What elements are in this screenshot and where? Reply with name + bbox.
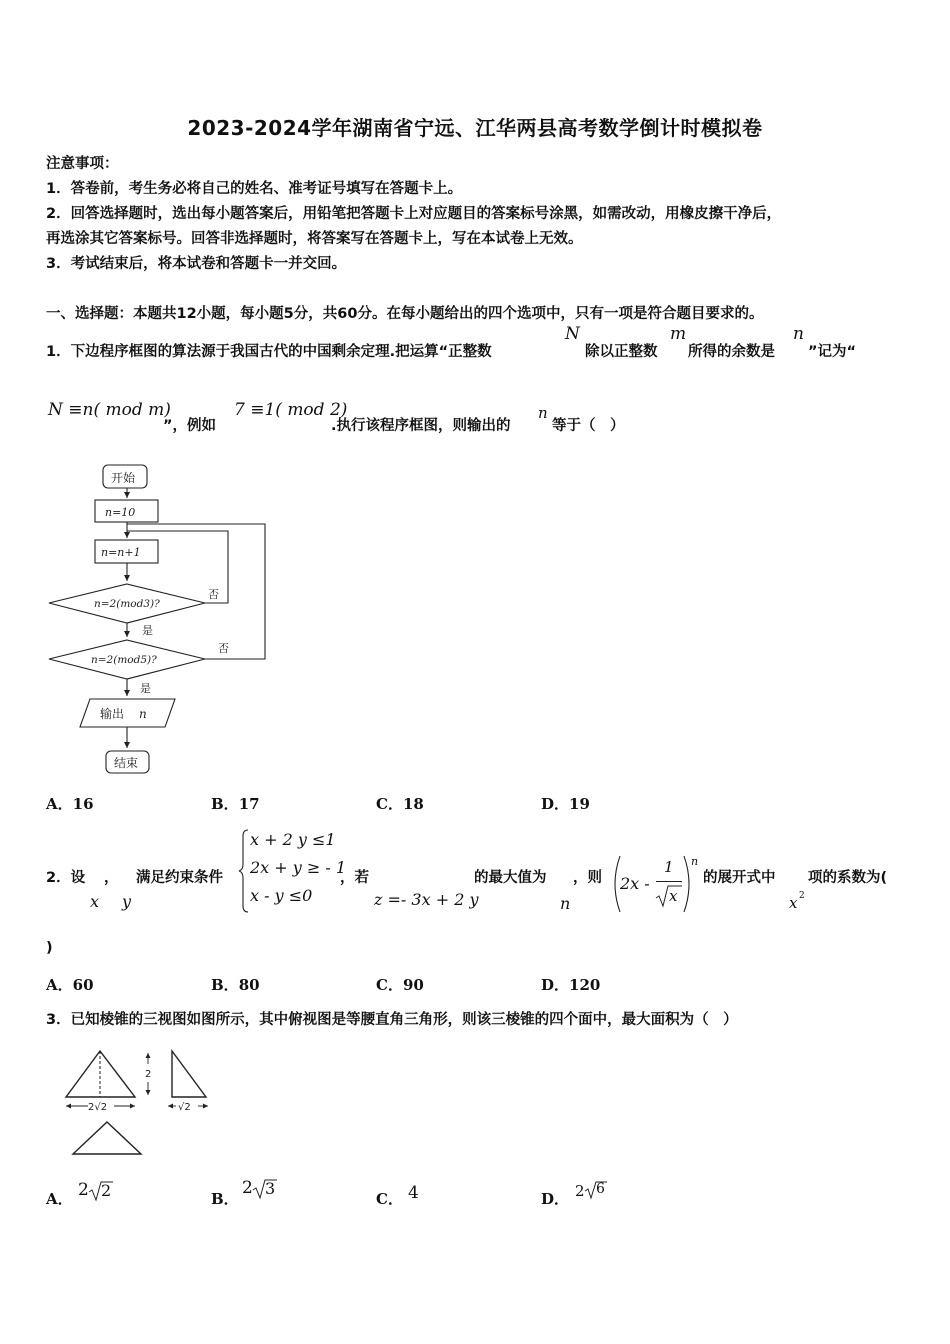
- option-value: 18: [402, 795, 424, 813]
- q2-constraint-2: 2x + y ≥ - 1: [250, 858, 347, 877]
- q1-option-a: [46, 793, 94, 814]
- option-letter: A．: [46, 976, 73, 994]
- flow-cond2-label: n=2(mod5)?: [91, 654, 157, 666]
- q1-flowchart: [40, 455, 280, 785]
- q2-expr-left: 2x -: [620, 874, 650, 893]
- section-heading: 一、选择题：本题共12小题，每小题5分，共60分。在每小题给出的四个选项中，只有一项是符合题目要求的。: [46, 306, 764, 322]
- q1-var-N: N: [565, 324, 580, 344]
- q2-option-b: [211, 974, 260, 995]
- notes-item-3: 3．考试结束后，将本试卷和答题卡一并交回。: [46, 256, 347, 272]
- q2-option-a: [46, 974, 94, 995]
- q3-option-b-coef: 2: [242, 1178, 253, 1198]
- flow-no-1-label: 否: [208, 588, 219, 601]
- q2-max-text: 的最大值为: [474, 870, 547, 886]
- notes-item-1: 1．答卷前，考生务必将自己的姓名、准考证号填写在答题卡上。: [46, 181, 463, 197]
- q2-objective: z =- 3x + 2 y: [374, 890, 479, 909]
- flow-yes-1-label: 是: [142, 624, 153, 637]
- q1-formula-example: 7 ≡1( mod 2): [234, 400, 348, 420]
- q3-option-b: [211, 1188, 239, 1209]
- option-letter: A．: [46, 795, 73, 813]
- q3-height-label: 2: [145, 1069, 152, 1080]
- option-value: 90: [402, 976, 424, 994]
- q2-comma: ，: [104, 870, 119, 886]
- option-value: 80: [238, 976, 260, 994]
- notes-item-2-line-2: 再选涂其它答案标号。回答非选择题时，将答案写在答题卡上，写在本试卷上无效。: [46, 231, 583, 247]
- option-value: 16: [72, 795, 94, 813]
- q2-brace: [238, 828, 250, 914]
- flow-increment-label: n=n+1: [101, 546, 141, 559]
- option-letter: C．: [376, 1190, 403, 1208]
- q2-frac-num: 1: [664, 858, 674, 876]
- q2-option-c: [376, 974, 424, 995]
- q3-side-width-label: √2: [178, 1102, 191, 1113]
- q1-text-part-6: .执行该程序框图，则输出的: [331, 418, 511, 434]
- q3-option-a-coef: 2: [78, 1180, 89, 1200]
- q2-var-n: n: [560, 894, 571, 913]
- q3-option-c: [376, 1188, 403, 1209]
- option-value: 120: [569, 976, 601, 994]
- option-letter: B．: [211, 795, 239, 813]
- q2-close-paren: ): [46, 940, 53, 956]
- q2-term-exp: 2: [799, 891, 805, 901]
- q3-option-b-radicand: 3: [265, 1179, 276, 1198]
- flow-cond1-label: n=2(mod3)?: [94, 598, 160, 610]
- q3-option-c-value: 4: [408, 1183, 419, 1203]
- q2-if-text: ，若: [340, 870, 369, 886]
- q3-side-view: [172, 1051, 206, 1097]
- q1-option-c: [376, 793, 424, 814]
- q3-option-d: [541, 1188, 569, 1209]
- q3-three-views: [55, 1040, 225, 1165]
- option-letter: C．: [376, 795, 403, 813]
- q3-text: 3．已知棱锥的三视图如图所示，其中俯视图是等腰直角三角形，则该三棱锥的四个面中，最大面积为（ ）: [46, 1012, 738, 1028]
- notes-item-2-line-1: 2．回答选择题时，选出每小题答案后，用铅笔把答题卡上对应题目的答案标号涂黑，如需改动，用橡皮擦干净后，: [46, 206, 782, 222]
- q1-var-n-output: n: [538, 404, 548, 422]
- q2-constraint-label: 满足约束条件: [136, 870, 223, 886]
- flow-output-box: [80, 699, 175, 727]
- q1-text-part-2: 除以正整数: [585, 344, 658, 360]
- option-letter: D．: [541, 1190, 570, 1208]
- q3-option-a-radicand: 2: [101, 1181, 112, 1200]
- notes-heading: 注意事项：: [46, 156, 119, 172]
- q2-var-x: x: [90, 892, 100, 911]
- flow-output-var: n: [139, 707, 147, 721]
- q1-option-d: [541, 793, 590, 814]
- flow-start-label: 开始: [111, 471, 136, 485]
- q1-var-m: m: [670, 324, 687, 344]
- q2-term-x: x: [789, 894, 798, 912]
- option-letter: B．: [211, 1190, 239, 1208]
- option-letter: B．: [211, 976, 239, 994]
- option-value: 17: [238, 795, 260, 813]
- q2-constraint-1: x + 2 y ≤1: [250, 830, 336, 849]
- q2-option-d: [541, 974, 600, 995]
- q2-then-text: ，则: [573, 870, 602, 886]
- q2-prefix: 2．设: [46, 870, 86, 886]
- option-letter: A．: [46, 1190, 73, 1208]
- option-letter: D．: [541, 795, 570, 813]
- q2-var-y: y: [122, 892, 132, 911]
- option-letter: D．: [541, 976, 570, 994]
- q1-option-b: [211, 793, 260, 814]
- q1-text-part-7: 等于（ ）: [552, 418, 625, 434]
- q2-expansion-text: 的展开式中: [703, 870, 776, 886]
- option-value: 60: [72, 976, 94, 994]
- q2-frac-den: x: [669, 887, 678, 905]
- q3-front-width-label: 2√2: [88, 1102, 108, 1113]
- q2-coef-text: 项的系数为(: [808, 870, 888, 886]
- flow-yes-2-label: 是: [140, 682, 151, 695]
- q1-text-part-5: ”，例如: [163, 418, 217, 434]
- flow-no-2-label: 否: [218, 642, 229, 655]
- page-title: 2023-2024学年湖南省宁远、江华两县高考数学倒计时模拟卷: [187, 116, 763, 140]
- q1-text-part-4: ”记为“: [808, 344, 857, 360]
- q1-text-part-3: 所得的余数是: [688, 344, 775, 360]
- option-value: 19: [569, 795, 590, 813]
- q1-text-part-1: 1．下边程序框图的算法源于我国古代的中国剩余定理.把运算“正整数: [46, 344, 492, 360]
- q1-var-n: n: [793, 324, 804, 344]
- flow-output-label: 输出: [100, 707, 125, 721]
- q2-exp-n: n: [691, 855, 699, 868]
- flow-init-label: n=10: [105, 506, 136, 519]
- q3-top-view: [73, 1122, 141, 1154]
- q3-option-a: [46, 1188, 73, 1209]
- option-letter: C．: [376, 976, 403, 994]
- q2-constraint-3: x - y ≤0: [250, 886, 313, 905]
- flow-end-label: 结束: [114, 756, 139, 770]
- q3-option-d-coef: 2: [575, 1182, 585, 1200]
- q3-option-d-radicand: 6: [596, 1181, 605, 1197]
- q1-formula-congruence: N ≡n( mod m): [48, 400, 171, 420]
